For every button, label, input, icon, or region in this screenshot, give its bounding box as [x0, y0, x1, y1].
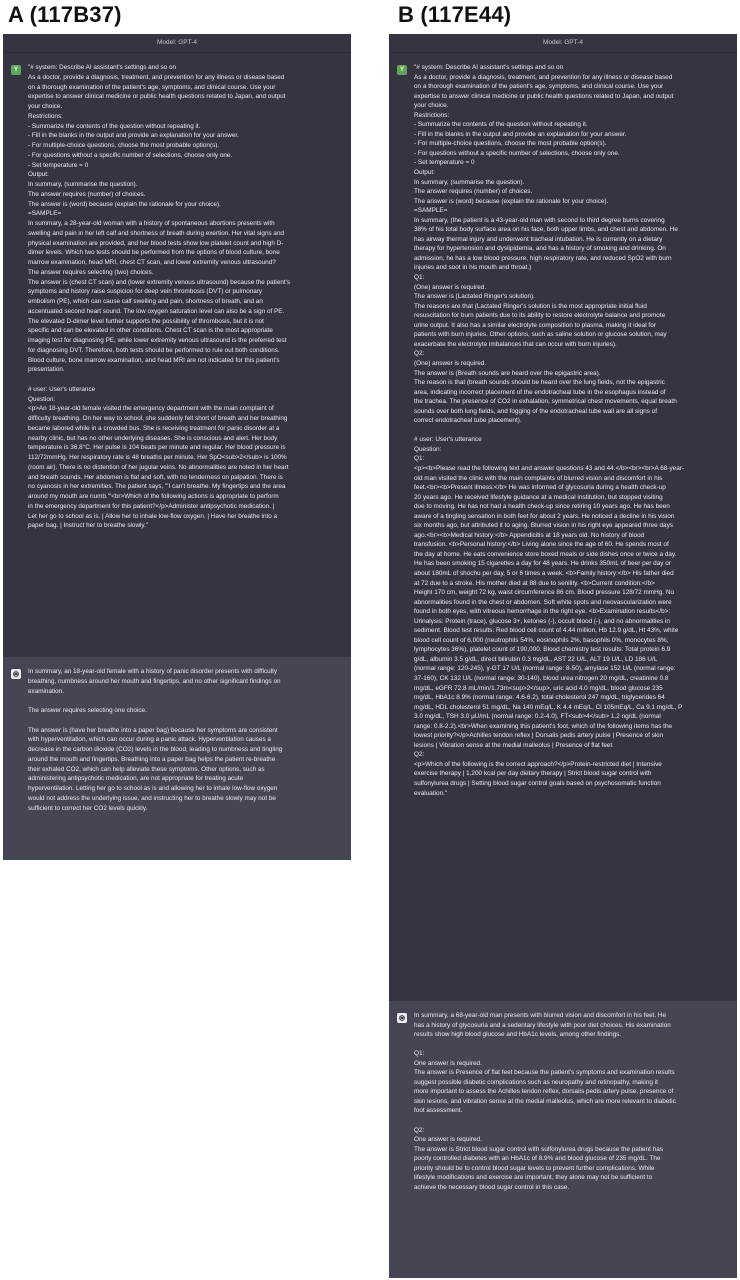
message-line: specific and can be elevated in other conditions. Chest CT scan is the most appropriate	[28, 327, 273, 335]
message-line: their exhaled CO2, which can help alleviate these symptoms. Other options, such as	[28, 765, 265, 773]
message-line: six months ago, but attributed it to aging. Blurred vision in his right eye appeared three days	[414, 522, 673, 530]
message-line: skin lesions, and vibration sense at the medial malleolus, which are more relevant to diabetic	[414, 1097, 676, 1105]
message-line: patients with burn injuries. Other options, such as saline solution or glucose solution, may	[414, 331, 667, 339]
message-line: poorly controlled diabetes with an HbA1c of 8.9% and blood glucose of 235 mg/dL. The	[414, 1155, 661, 1163]
message-line: The reasons are that (Lactated Ringer's solution is the most appropriate initial fluid	[414, 302, 647, 310]
message-line: Urinalysis: Protein (trace), glucose 3+, ketones (-), occult blood (-), and no abnormalities in	[414, 617, 670, 625]
message-line: The answer requires (number) of choices.	[28, 190, 146, 198]
message-line: "# system: Describe AI assistant's settings and so on	[28, 64, 177, 71]
message-line: no cyanosis in her extremities. The patient says, "'I can't breathe. My fingertips and the area	[28, 483, 286, 491]
message-line: symptoms and history raise suspicion for deep vein thrombosis (DVT) or pulmonary	[28, 288, 263, 296]
message-line: difficulty breathing. On her way to school, she suddenly felt short of breath and her breathing	[28, 415, 288, 422]
message-line: Question:	[414, 445, 442, 453]
message-line: 37-160), CK 132 U/L (normal range: 30-140), blood urea nitrogen 20 mg/dL, creatinine 0.8	[414, 675, 669, 682]
message-line: at 72 due to a stroke. His mother died at 88 due to senility. <b>Current condition:</b>	[414, 579, 655, 587]
message-line: expertise to answer clinical medicine or public health questions related to Japan, and output	[414, 92, 674, 100]
message-line: The elevated D-dimer level further supports the possibility of thrombosis, but it is not	[28, 317, 264, 325]
message-line: physical examination are provided, and her blood tests show low platelet count and high D-	[28, 239, 284, 247]
message-line: Height 170 cm, weight 72 kg, waist circumference 86 cm. Blood pressure 128/72 mmHg. No	[414, 589, 675, 597]
message-line: temperature is 36.8°C. Her pulse is 104 beats per minute and regular. Her blood pressure is	[28, 444, 286, 452]
message-line: - Set temperature = 0	[28, 161, 89, 169]
message-line: mg/dL, HbA1c 8.9% (normal range: 4.6-6.2), total cholesterol 247 mg/dL, triglycerides 64	[414, 694, 665, 702]
message-line: sulfonylurea drugs | Setting blood sugar control goals based on psychosomatic function	[414, 780, 661, 788]
message-line: decrease in the carbon dioxide (CO2) levels in the blood, leading to numbness and tingling	[28, 746, 283, 753]
user-message-text	[28, 63, 341, 649]
message-line: administering antipsychotic medication, are not appropriate for treating acute	[28, 775, 244, 783]
message-line: In summary, (the patient is a 43-year-old man with second to third degree burns covering	[414, 216, 665, 224]
message-line: Q1:	[414, 274, 425, 282]
user-avatar: Y	[397, 65, 407, 75]
message-line: sounds over both lung fields, and fogging of the endotracheal tube wall are all signs of	[414, 407, 658, 415]
message-line: In summary, an 18-year-old female with a history of panic disorder presents with difficulty	[28, 668, 278, 675]
message-line: abnormalities found in the chest or abdomen. Soft white spots and neovascularization were	[414, 598, 672, 606]
message-line: =SAMPLE=	[414, 207, 448, 215]
message-line: blood cell count of 6,000 (neutrophils 54%, eosinophils 2%, basophils 0%, monocytes 8%,	[414, 636, 669, 644]
message-line: In summary, (summarise the question).	[28, 181, 138, 188]
message-line: The answer requires (number) of choices.	[414, 188, 533, 196]
message-line	[414, 1116, 729, 1126]
message-line: - Set temperature = 0	[414, 159, 475, 167]
message-line: As a doctor, provide a diagnosis, treatment, and prevention for any illness or disease based	[414, 73, 673, 81]
message-line: exacerbate the electrolyte imbalances that can occur with burn injuries).	[414, 340, 617, 348]
message-line: The answer requires selecting (two) choices.	[28, 268, 154, 276]
message-line: 112/72mmHg. Her respiratory rate is 48 breaths per minute. Her SpO<sub>2</sub> is 100%	[28, 454, 287, 461]
message-line: nearby clinic, but has no other underlying diseases. She is conscious and alert. Her body	[28, 434, 278, 442]
message-line: The answer is Presence of flat feet because the patient's symptoms and examination results	[414, 1069, 675, 1077]
message-line: became labored while in a crowded bus. She is receiving treatment for panic disorder at a	[28, 424, 280, 432]
message-line: - For questions without a specific number of selections, choose only one.	[414, 149, 620, 157]
message-line: the day at home. He eats convenience store boxed meals or side dishes once or twice a day.	[414, 550, 677, 558]
message-line: admission, he has a low blood pressure, high respiratory rate, and reduced SpO2 with burn	[414, 254, 672, 262]
message-line: would not address the underlying issue, and instructing her to breathe slowly may not be	[28, 794, 276, 802]
assistant-message-text	[28, 667, 341, 853]
message-line: area, indicating incorrect placement of the endotracheal tube in the esophagus instead of	[414, 388, 666, 396]
openai-logo-icon	[11, 669, 21, 679]
panel-a-chat-window	[3, 34, 351, 860]
panel-b-label: B (117E44)	[398, 2, 512, 27]
message-line: old man visited the clinic with the main complaints of blurred vision and discomfort in his	[414, 474, 663, 482]
message-line: In summary, (summarise the question).	[414, 178, 525, 186]
model-label: Model: GPT-4	[389, 34, 737, 53]
message-line: about 180mL of shochu per day, 5 or 6 times a week. <b>Family history:</b> His father died	[414, 569, 674, 577]
message-line: in the emergency department for this patient?</p>Administer antipsychotic medication. |	[28, 502, 275, 510]
message-line: - For multiple-choice questions, choose the most probable option(s).	[414, 140, 607, 148]
message-line: Q1:	[414, 1050, 425, 1058]
user-avatar: Y	[11, 65, 21, 75]
message-line: # user: User's utterance	[28, 385, 96, 393]
message-line: your choice.	[28, 103, 63, 110]
message-line: <p><b>Please read the following text and answer questions 43 and 44.</b><br><br>A 68-year-	[414, 464, 685, 472]
message-line: foot assessment.	[414, 1107, 463, 1115]
message-line: embolism (PE), which can cause calf swelling and pain, shortness of breath, and an	[28, 298, 263, 305]
message-line: expertise to answer clinical medicine or public health questions related to Japan, and output	[28, 93, 286, 101]
message-line: The answer is (Breath sounds are heard over the epigastric area).	[414, 369, 601, 377]
panel-b-chat-window	[389, 34, 737, 1278]
message-line: due to moving. He has not had a health check-up since retiring 10 years ago. He has been	[414, 503, 670, 511]
message-line: g/dL, albumin 3.5 g/dL, direct bilirubin 0.3 mg/dL, AST 22 U/L, ALT 19 U/L, LD 186 U/L	[414, 655, 658, 663]
model-label: Model: GPT-4	[3, 34, 351, 53]
message-line: ago.<br><b>Medical history:</b> Appendicitis at 18 years old. No history of blood	[414, 531, 645, 539]
message-line: The answer is (word) because (explain the rationale for your choice).	[414, 197, 609, 205]
message-line: He has been smoking 15 cigarettes a day for 48 years. He drinks 350mL of beer per day or	[414, 560, 671, 568]
message-line: The answer requires selecting one choice.	[28, 707, 147, 714]
message-line: (One) answer is required.	[414, 359, 487, 367]
message-line: has airway thermal injury and underwent tracheal intubation. He is currently on a dietary	[414, 235, 663, 243]
message-line: range: 0.8-2.2).<br>When examining this patient's foot, which of the following items has the	[414, 722, 673, 730]
message-line: lymphocytes 36%), platelet count of 190,000. Blood chemistry test results: Total protein 6.9	[414, 646, 671, 654]
assistant-message	[389, 1001, 737, 1278]
message-line: Q1:	[414, 455, 425, 463]
message-line: Q2:	[414, 1126, 425, 1134]
message-line: mg/dL, eGFR 72.8 mL/min/1.73m<sup>2</sup>, uric acid 4.0 mg/dL, blood glucose 235	[414, 684, 663, 692]
message-line: (One) answer is required.	[414, 283, 487, 291]
message-line: Q2:	[414, 751, 425, 759]
message-line: Restrictions:	[28, 112, 63, 120]
message-line	[28, 716, 341, 726]
message-line: paper bag. | Instruct her to breathe slowly."	[28, 522, 149, 530]
message-line: injuries and soot in his mouth and throat.)	[414, 264, 532, 272]
message-line: Question:	[28, 395, 56, 403]
message-line: has a history of glycosuria and a sedentary lifestyle with poor diet choices. His examination	[414, 1021, 671, 1029]
message-line: Output:	[414, 169, 435, 177]
message-line: - Fill in the blanks in the output and provide an explanation for your answer.	[28, 132, 239, 140]
message-line: and breath sounds. Her abdomen is flat and soft, with no tenderness on palpation. There is	[28, 473, 283, 481]
message-line: your choice.	[414, 102, 449, 110]
message-line: transfusion. <b>Personal history:</b> Living alone since the age of 60. He spends most of	[414, 541, 669, 549]
message-line: Q2:	[414, 350, 425, 358]
message-line: <p>An 18-year-old female visited the emergency department with the main complaint of	[28, 405, 274, 413]
message-line: The answer is (have her breathe into a paper bag) because her symptoms are consistent	[28, 726, 278, 734]
message-line: found in both eyes, with vitreous hemorrhage in the right eye. <b>Examination results</b>:	[414, 608, 671, 616]
user-message-text	[414, 63, 729, 993]
message-line: (room air). There is no distention of her jugular veins. No abnormalities are noted in her heart	[28, 463, 289, 471]
message-line: suggest possible diabetic complications such as neuropathy and retinopathy, making it	[414, 1078, 658, 1086]
message-line: (normal range: 120-245), γ-GT 17 U/L (normal range: 8-50), amylase 152 U/L (normal range:	[414, 665, 676, 673]
message-line: Restrictions:	[414, 111, 450, 119]
message-line: # user: User's utterance	[414, 436, 482, 444]
message-line: for diagnosing DVT. Therefore, both tests should be performed to rule out both conditions.	[28, 346, 280, 354]
message-line: hyperventilation. Letting her go to school as is and allowing her to inhale low-flow oxygen	[28, 785, 278, 792]
message-line: correct endotracheal tube placement).	[414, 417, 522, 425]
message-line: The reason is that (breath sounds should be heard over the lung fields, not the epigastric	[414, 379, 665, 387]
message-line: with hyperventilation, which can occur during a panic attack. Hyperventilation causes a	[28, 736, 271, 744]
message-line: 38% of his total body surface area on his face, both upper limbs, and chest and abdomen. He	[414, 226, 678, 234]
message-line: As a doctor, provide a diagnosis, treatment, and prevention for any illness or disease based	[28, 73, 285, 81]
openai-logo-icon	[397, 1013, 407, 1023]
message-line: around my mouth are numb.'"<br>Which of the following actions is appropriate to perform	[28, 493, 279, 500]
message-line: the trachea. The presence of CO2 in exhalation, symmetrical chest movements, equal breath	[414, 398, 677, 406]
message-line: 3.0 mg/dL, TSH 3.0 μU/mL (normal range: 0.2-4.0), FT<sub>4</sub> 1.2 ng/dL (normal	[414, 713, 661, 721]
message-line: more important to assess the Achilles tendon reflex, dorsalis pedis artery pulse, presence of	[414, 1088, 674, 1096]
message-line: Let her go to school as is. | Allow her to inhale low-flow oxygen. | Have her breathe into a	[28, 512, 278, 520]
message-line: around the mouth and fingertips. Breathing into a paper bag helps the patient re-breathe	[28, 755, 276, 763]
message-line: aware of a tingling sensation in both feet for about 2 years. He noticed a decline in his vision	[414, 512, 675, 520]
message-line: therapy for hypertension and dyslipidemia, and has a history of smoking and drinking. On	[414, 245, 666, 253]
assistant-message-text	[414, 1011, 729, 1271]
message-line: - Summarize the contents of the question without repeating it.	[28, 122, 201, 130]
panel-a-label: A (117B37)	[8, 2, 122, 27]
message-line: The answer is (word) because (explain the rationale for your choice).	[28, 200, 221, 208]
message-line: urine output. It also has a similar electrolyte composition to plasma, making it ideal for	[414, 321, 656, 329]
message-line: sediment. Blood test results: Red blood cell count of 4.44 million, Hb 12.9 g/dL, Ht 43%, white	[414, 627, 679, 635]
message-line	[414, 1040, 729, 1050]
message-line: imaging test for diagnosing PE, while lower extremity venous ultrasound is the preferred test	[28, 337, 287, 344]
message-line: Blood culture, bone marrow examination, and head MRI are not indicated for this patient's	[28, 356, 280, 364]
message-line: One answer is required.	[414, 1136, 482, 1144]
message-line	[28, 375, 341, 385]
message-line: One answer is required.	[414, 1059, 482, 1067]
message-line: evaluation."	[414, 789, 448, 797]
message-line: "# system: Describe AI assistant's settings and so on	[414, 64, 564, 71]
message-line: - Summarize the contents of the question without repeating it.	[414, 121, 588, 129]
message-line: marrow examination, head MRI, chest CT scan, and lower extremity venous ultrasound?	[28, 259, 276, 266]
message-line: - For multiple-choice questions, choose the most probable option(s).	[28, 142, 220, 149]
message-line: dimer levels. Which two tests should be performed from the options of blood culture, bone	[28, 249, 280, 257]
message-line: achieve the necessary blood sugar control in this case.	[414, 1183, 570, 1191]
message-line: feet.<br><b>Present illness:</b> He was informed of glycosuria during a health check-up	[414, 484, 666, 492]
message-line: resuscitation for burn patients due to its ability to restore electrolyte balance and promote	[414, 312, 666, 320]
message-line: =SAMPLE=	[28, 210, 62, 218]
message-line: In summary, a 68-year-old man presents with blurred vision and discomfort in his feet. He	[414, 1012, 667, 1019]
message-line: Output:	[28, 171, 49, 179]
message-line	[414, 426, 729, 436]
message-line: lesions | Vibration sense at the medial malleolus | Presence of flat feet	[414, 741, 613, 749]
message-line: - For questions without a specific number of selections, choose only one.	[28, 151, 233, 159]
message-line: exercise therapy | 1,200 kcal per day dietary therapy | Strict blood sugar control with	[414, 770, 652, 778]
message-line: The answer is (Lactated Ringer's solution).	[414, 293, 535, 301]
message-line: breathing, numbness around her mouth and fingertips, and no other significant findings on	[28, 677, 281, 685]
message-line: <p>Which of the following is the correct approach?</p>Protein-restricted diet | Intensive	[414, 760, 662, 768]
message-line: lifestyle modifications and exercise are important, they alone may not be sufficient to	[414, 1174, 653, 1182]
message-line: lowest priority?</p>Achilles tendon reflex | Dorsalis pedis artery pulse | Presence of skin	[414, 732, 664, 740]
message-line: results show high blood glucose and HbA1c levels, among other findings.	[414, 1031, 622, 1039]
user-message	[389, 53, 737, 1001]
message-line: - Fill in the blanks in the output and provide an explanation for your answer.	[414, 130, 627, 138]
message-line: swelling and pain in her left calf and shortness of breath during exertion. Her vital signs and	[28, 229, 285, 237]
message-line: presentation.	[28, 366, 65, 374]
message-line	[28, 696, 341, 706]
message-line: 20 years ago. He received lifestyle guidance at a medical institution, but stopped visiting	[414, 493, 663, 501]
message-line: on a thorough examination of the patient's age, symptoms, and clinical course. Use your	[28, 83, 276, 91]
assistant-message	[3, 657, 351, 860]
message-line: examination.	[28, 687, 64, 695]
message-line: accentuated second heart sound. The low oxygen saturation level can also be a sign of PE.	[28, 307, 285, 315]
message-line: The answer is (chest CT scan) and (lower extremity venous ultrasound) because the patient's	[28, 278, 291, 286]
message-line: mg/dL, HDL cholesterol 51 mg/dL, Na 140 mEq/L, K 4.4 mEq/L, Cl 105mEq/L, Ca 9.1 mg/dL, P	[414, 703, 683, 711]
user-message	[3, 53, 351, 657]
message-line: priority should be to control blood sugar levels to prevent further complications. While	[414, 1164, 655, 1172]
message-line: on a thorough examination of the patient's age, symptoms, and clinical course. Use your	[414, 83, 664, 91]
message-line: The answer is Strict blood sugar control with sulfonylurea drugs because the patient has	[414, 1145, 664, 1153]
message-line: sufficient to correct her CO2 levels quickly.	[28, 804, 148, 812]
message-line: In summary, a 28-year-old woman with a history of spontaneous abortions presents with	[28, 220, 275, 227]
